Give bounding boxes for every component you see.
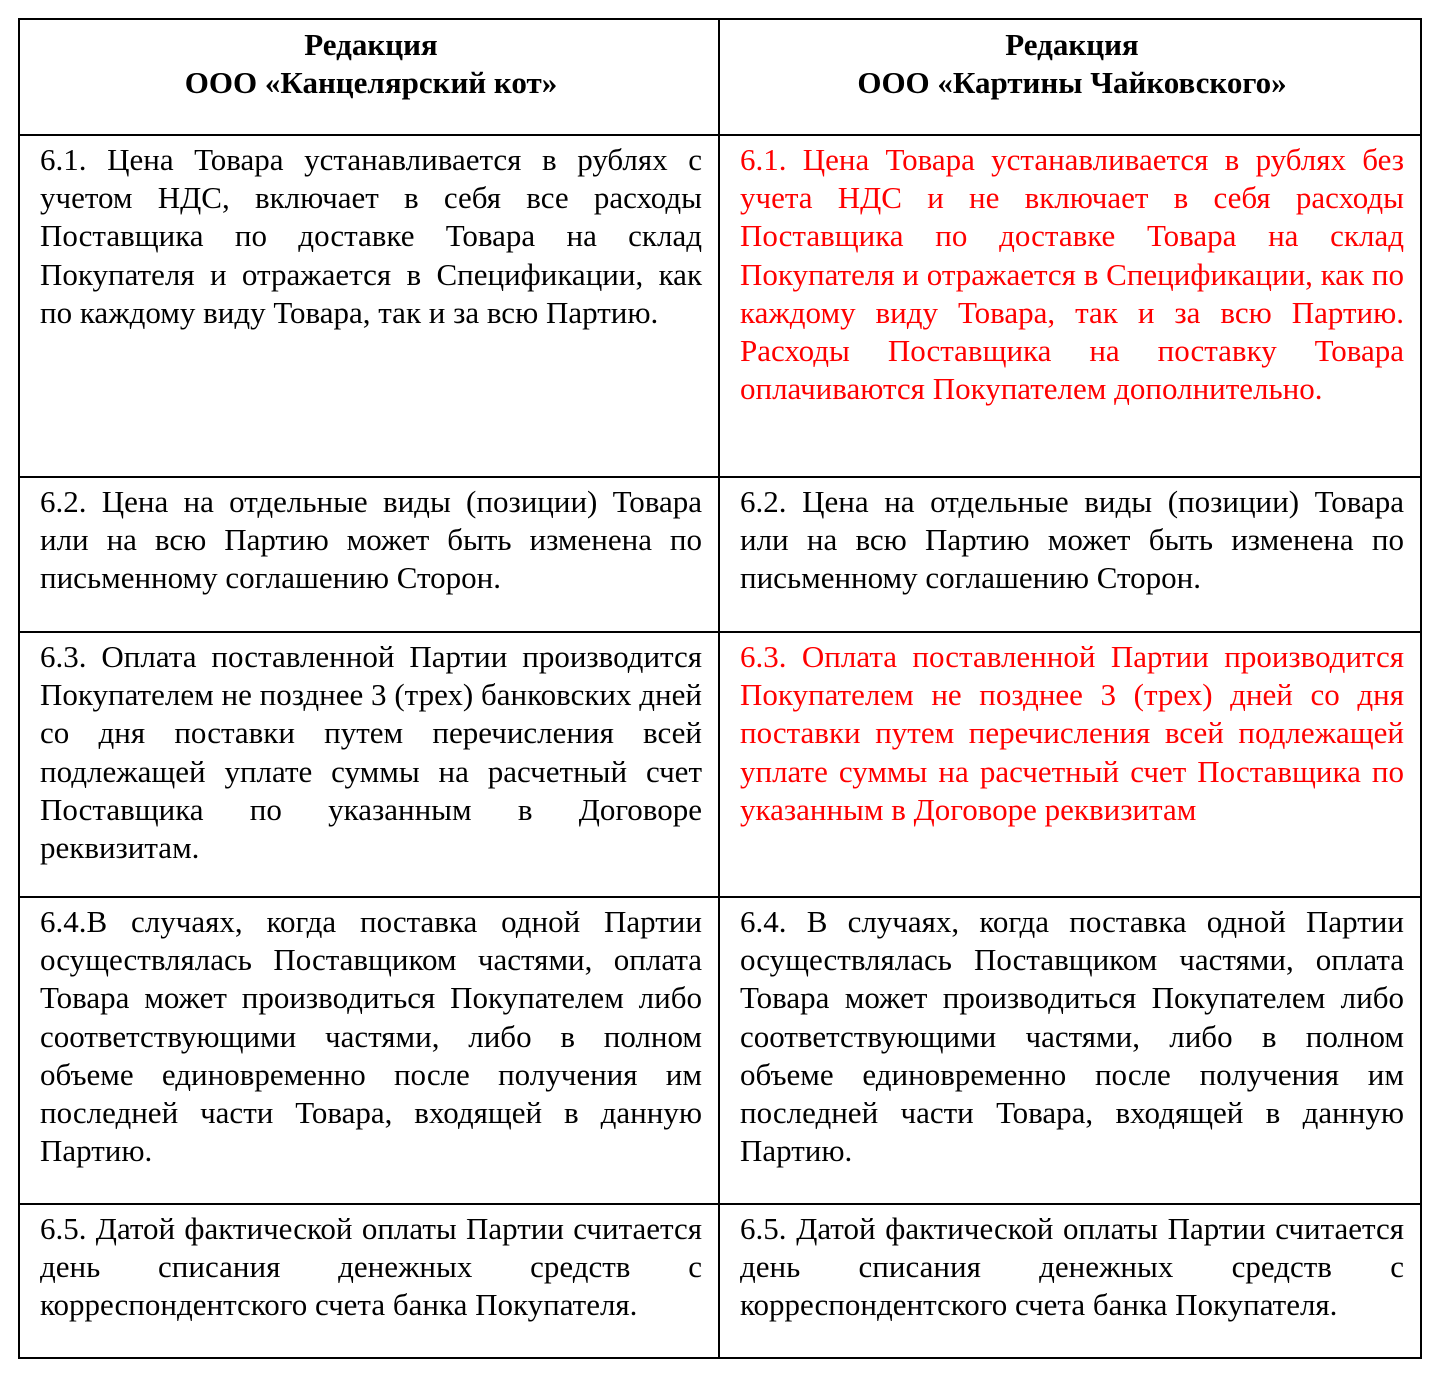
header-right-line2: ООО «Картины Чайковского» [857, 65, 1287, 101]
clause-6-2-left: 6.2. Цена на отдельные виды (позиции) Товара или на всю Партию может быть изменена по письменному соглашению Сторон. [19, 477, 719, 632]
clause-row-6-1 [19, 135, 1421, 477]
clause-row-6-5 [19, 1204, 1421, 1358]
clause-row-6-3 [19, 632, 1421, 897]
clause-6-1-left: 6.1. Цена Товара устанавливается в рублях с учетом НДС, включает в себя все расходы Поставщика по доставке Товара на склад Покупателя и отражается в Спецификации, как по каждому виду Товара, так и за всю Партию. [19, 135, 719, 477]
comparison-table [18, 18, 1422, 1359]
header-left-line1: Редакция [304, 27, 438, 62]
clause-6-4-right: 6.4. В случаях, когда поставка одной Партии осуществлялась Поставщиком частями, оплата Товара может производиться Покупателем либо соответствующими частями, либо в полном объеме единовременно после получения им последней части Товара, входящей в данную Партию. [719, 897, 1421, 1204]
clause-6-3-right: 6.3. Оплата поставленной Партии производится Покупателем не позднее 3 (трех) дней со дня поставки путем перечисления всей подлежащей уплате суммы на расчетный счет Поставщика по указанным в Договоре реквизитам [719, 632, 1421, 897]
clause-row-6-2 [19, 477, 1421, 632]
header-right-line1: Редакция [1005, 27, 1139, 62]
clause-6-1-right: 6.1. Цена Товара устанавливается в рублях без учета НДС и не включает в себя расходы Поставщика по доставке Товара на склад Покупателя и отражается в Спецификации, как по каждому виду Товара, так и за всю Партию. Расходы Поставщика на поставку Товара оплачиваются Покупателем дополнительно. [719, 135, 1421, 477]
clause-6-5-right: 6.5. Датой фактической оплаты Партии считается день списания денежных средств с корреспондентского счета банка Покупателя. [719, 1204, 1421, 1358]
header-left-cell [19, 19, 719, 135]
header-row [19, 19, 1421, 135]
clause-6-4-left: 6.4.В случаях, когда поставка одной Партии осуществлялась Поставщиком частями, оплата Товара может производиться Покупателем либо соответствующими частями, либо в полном объеме единовременно после получения им последней части Товара, входящей в данную Партию. [19, 897, 719, 1204]
header-right-cell [719, 19, 1421, 135]
clause-row-6-4 [19, 897, 1421, 1204]
clause-6-5-left: 6.5. Датой фактической оплаты Партии считается день списания денежных средств с корреспондентского счета банка Покупателя. [19, 1204, 719, 1358]
clause-6-2-right: 6.2. Цена на отдельные виды (позиции) Товара или на всю Партию может быть изменена по письменному соглашению Сторон. [719, 477, 1421, 632]
clause-6-3-left: 6.3. Оплата поставленной Партии производится Покупателем не позднее 3 (трех) банковских дней со дня поставки путем перечисления всей подлежащей уплате суммы на расчетный счет Поставщика по указанным в Договоре реквизитам. [19, 632, 719, 897]
header-left-line2: ООО «Канцелярский кот» [184, 65, 558, 101]
